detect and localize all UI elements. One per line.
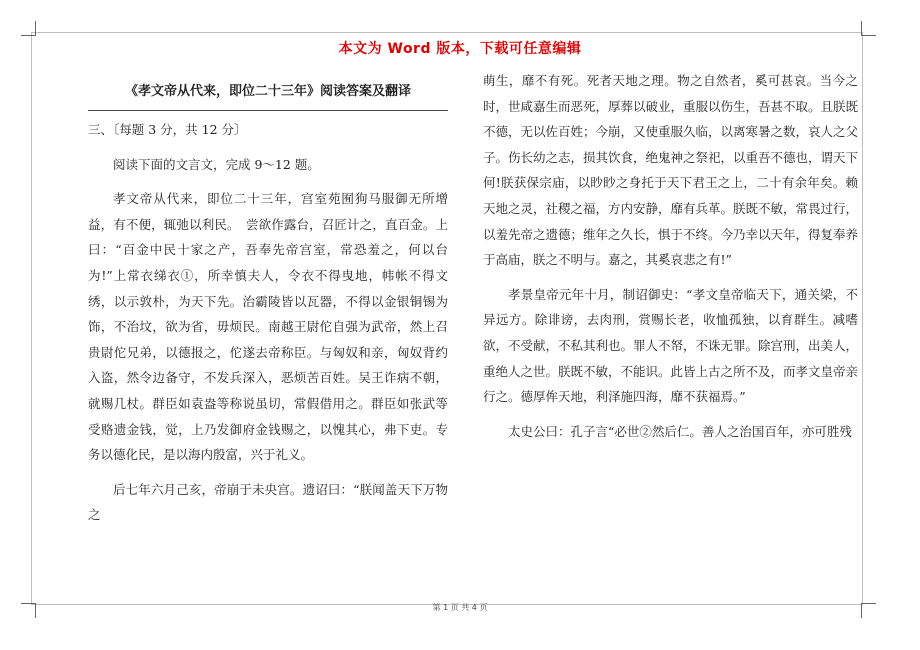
page-indicator: 第 1 页 共 4 页 (432, 603, 488, 612)
section-heading: 三、〔每题 3 分，共 12 分〕 (88, 122, 247, 137)
document-title: 《孝文帝从代来，即位二十三年》阅读答案及翻译 (88, 80, 448, 111)
passage-paragraph: 萌生，靡不有死。死者天地之理。物之自然者，奚可甚哀。当今之时，世咸嘉生而恶死，厚葬以破业，重服以伤生，吾甚不取。且朕既不德，无以佐百姓；今崩，又使重服久临，以离寒暑之数，哀人之父子。伤长幼之志，损其饮食，绝鬼神之祭祀，以重吾不德也，谓天下何!朕获保宗庙，以眇眇之身托于天下君王之上，二十有余年矣。赖天地之灵，社稷之福，方内安静，靡有兵革。朕既不敏，常畏过行，以羞先帝之遗德；维年之久长，惧于不终。今乃幸以天年，得复奉养于高庙，朕之不明与。嘉之，其奚哀悲之有!” (483, 73, 859, 268)
download-watermark: 本文为 Word 版本，下载可任意编辑 (338, 41, 582, 57)
passage-paragraph: 孝景皇帝元年十月，制诏御史：“孝文皇帝临天下，通关梁，不异远方。除诽谤，去肉刑，赏赐长老，收恤孤独，以育群生。减嗜欲，不受献，不私其利也。罪人不帑，不诛无罪。除宫刑，出美人，重绝人之世。朕既不敏，不能识。此皆上古之所不及，而孝文皇帝亲行之。德厚侔天地，利泽施四海，靡不获福焉。” (483, 286, 859, 405)
passage-paragraph: 太史公曰：孔子言“必世②然后仁。善人之治国百年，亦可胜残 (508, 423, 852, 439)
crop-mark-top-left (21, 21, 36, 36)
instruction-text: 阅读下面的文言文，完成 9～12 题。 (113, 156, 320, 172)
passage-paragraph: 后七年六月己亥，帝崩于未央宫。遗诏曰：“朕闻盖天下万物之 (88, 481, 448, 523)
crop-mark-top-right (861, 21, 876, 36)
passage-paragraph: 孝文帝从代来，即位二十三年，宫室苑囿狗马服御无所增益，有不便，辄弛以利民。 尝欲作露台，召匠计之，直百金。上曰：“百金中民十家之产，吾奉先帝宫室，常恐羞之，何以台为!”上常衣绨衣①，所幸慎夫人，令衣不得曳地，帏帐不得文绣，以示敦朴，为天下先。治霸陵皆以瓦器，不得以金银铜锡为饰，不治坟，欲为省，毋烦民。南越王尉佗自强为武帝，然上召贵尉佗兄弟，以德报之，佗遂去帝称臣。与匈奴和亲，匈奴背约入盗，然令边备守，不发兵深入，恶烦苦百姓。吴王诈病不朝，就赐几杖。群臣如袁盎等称说虽切，常假借用之。群臣如张武等受赂遗金钱，觉，上乃发御府金钱赐之，以愧其心，弗下吏。专务以德化民，是以海内殷富，兴于礼义。 (88, 191, 448, 463)
right-column (483, 68, 858, 453)
left-column (88, 80, 448, 537)
